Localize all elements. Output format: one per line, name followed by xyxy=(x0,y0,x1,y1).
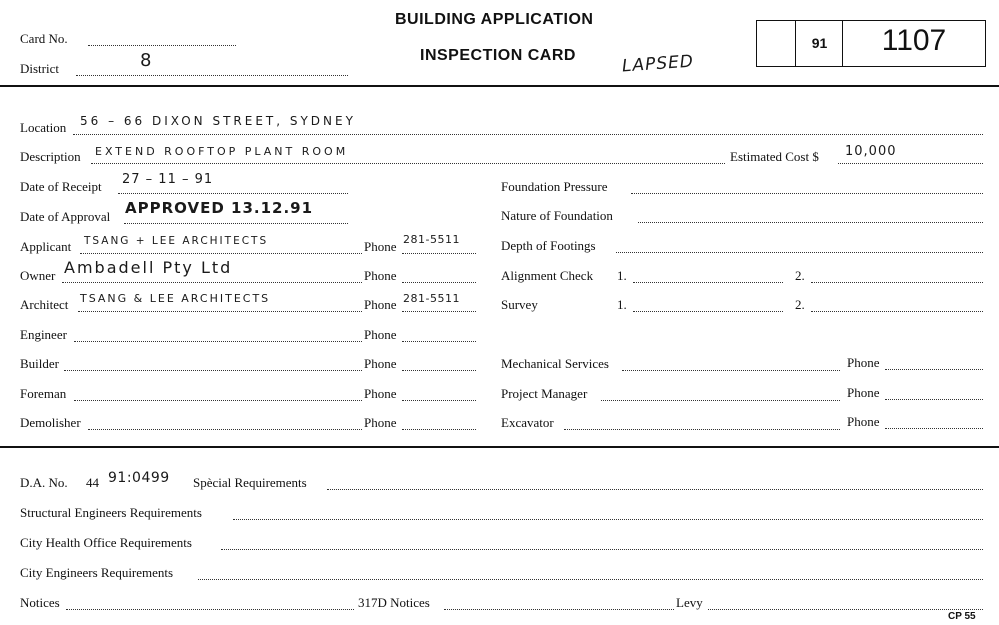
location-value: 56 – 66 DIXON STREET, SYDNEY xyxy=(80,114,356,128)
health-requirements-label: City Health Office Requirements xyxy=(20,535,192,550)
builder-phone-field[interactable] xyxy=(402,370,476,371)
location-label: Location xyxy=(20,120,67,135)
survey-num-2: 2. xyxy=(795,297,805,312)
survey-num-1: 1. xyxy=(617,297,627,312)
survey-field-2[interactable] xyxy=(811,311,983,312)
depth-footings-label: Depth of Footings xyxy=(501,238,596,253)
owner-phone-field[interactable] xyxy=(402,282,476,283)
form-code: CP 55 xyxy=(948,611,976,622)
owner-label: Owner xyxy=(20,268,56,283)
structural-requirements-field[interactable] xyxy=(233,519,983,520)
survey-field-1[interactable] xyxy=(633,311,783,312)
architect-phone-field[interactable] xyxy=(402,311,476,312)
project-manager-phone-field[interactable] xyxy=(885,399,983,400)
header-divider xyxy=(0,85,999,87)
mechanical-services-label: Mechanical Services xyxy=(501,356,609,371)
structural-requirements-label: Structural Engineers Requirements xyxy=(20,505,202,520)
file-year: 91 xyxy=(811,35,828,51)
da-no-value: 91:0499 xyxy=(108,470,170,486)
estimated-cost-field[interactable] xyxy=(838,163,983,164)
levy-label: Levy xyxy=(676,595,703,610)
box-divider-1 xyxy=(795,20,796,67)
nature-foundation-label: Nature of Foundation xyxy=(501,208,613,223)
excavator-phone-label: Phone xyxy=(847,414,880,429)
estimated-cost-label: Estimated Cost $ xyxy=(730,149,819,164)
levy-field[interactable] xyxy=(708,609,983,610)
foreman-field[interactable] xyxy=(74,400,362,401)
district-label: District xyxy=(20,61,59,76)
nature-foundation-field[interactable] xyxy=(638,222,983,223)
da-no-label: D.A. No. xyxy=(20,475,68,490)
demolisher-label: Demolisher xyxy=(20,415,81,430)
alignment-check-field-1[interactable] xyxy=(633,282,783,283)
foreman-phone-label: Phone xyxy=(364,386,397,401)
city-engineers-requirements-field[interactable] xyxy=(198,579,983,580)
depth-footings-field[interactable] xyxy=(616,252,983,253)
foundation-pressure-label: Foundation Pressure xyxy=(501,179,608,194)
health-requirements-field[interactable] xyxy=(221,549,983,550)
alignment-check-label: Alignment Check xyxy=(501,268,594,283)
location-field[interactable] xyxy=(73,134,983,135)
builder-label: Builder xyxy=(20,356,59,371)
card-no-field[interactable] xyxy=(88,45,236,46)
engineer-label: Engineer xyxy=(20,327,67,342)
file-number: 1107 xyxy=(881,24,947,57)
form-subtitle: INSPECTION CARD xyxy=(420,47,576,64)
date-receipt-value: 27 – 11 – 91 xyxy=(122,172,214,187)
foreman-phone-field[interactable] xyxy=(402,400,476,401)
demolisher-phone-field[interactable] xyxy=(402,429,476,430)
notices-317d-field[interactable] xyxy=(444,609,674,610)
architect-phone-label: Phone xyxy=(364,297,397,312)
engineer-phone-field[interactable] xyxy=(402,341,476,342)
architect-value: TSANG & LEE ARCHITECTS xyxy=(80,292,271,305)
form-title: BUILDING APPLICATION xyxy=(395,11,594,28)
foreman-label: Foreman xyxy=(20,386,67,401)
foundation-pressure-field[interactable] xyxy=(631,193,983,194)
applicant-phone-value: 281-5511 xyxy=(403,233,460,246)
applicant-value: TSANG + LEE ARCHITECTS xyxy=(84,235,269,247)
engineer-field[interactable] xyxy=(74,341,362,342)
date-receipt-field[interactable] xyxy=(118,193,348,194)
date-receipt-label: Date of Receipt xyxy=(20,179,102,194)
alignment-check-field-2[interactable] xyxy=(811,282,983,283)
architect-label: Architect xyxy=(20,297,69,312)
city-engineers-requirements-label: City Engineers Requirements xyxy=(20,565,174,580)
excavator-phone-field[interactable] xyxy=(885,428,983,429)
mechanical-services-phone-label: Phone xyxy=(847,355,880,370)
notices-317d-label: 317D Notices xyxy=(358,595,430,610)
district-field[interactable] xyxy=(76,75,348,76)
requirements-divider xyxy=(0,446,999,448)
owner-value: Ambadell Pty Ltd xyxy=(64,258,233,277)
engineer-phone-label: Phone xyxy=(364,327,397,342)
demolisher-field[interactable] xyxy=(88,429,362,430)
project-manager-field[interactable] xyxy=(601,400,840,401)
alignment-check-num-1: 1. xyxy=(617,268,627,283)
district-value: 8 xyxy=(140,50,153,71)
description-label: Description xyxy=(20,149,81,164)
architect-phone-value: 281-5511 xyxy=(403,292,460,305)
box-divider-2 xyxy=(842,20,843,67)
applicant-phone-label: Phone xyxy=(364,239,397,254)
project-manager-phone-label: Phone xyxy=(847,385,880,400)
survey-label: Survey xyxy=(501,297,538,312)
notices-field[interactable] xyxy=(66,609,354,610)
date-approval-label: Date of Approval xyxy=(20,209,111,224)
date-approval-field[interactable] xyxy=(124,223,348,224)
project-manager-label: Project Manager xyxy=(501,386,588,401)
excavator-field[interactable] xyxy=(564,429,840,430)
excavator-label: Excavator xyxy=(501,415,554,430)
architect-field[interactable] xyxy=(78,311,362,312)
da-no-prefix: 44 xyxy=(86,475,99,490)
description-value: EXTEND ROOFTOP PLANT ROOM xyxy=(95,145,349,158)
card-no-label: Card No. xyxy=(20,31,68,46)
mechanical-services-phone-field[interactable] xyxy=(885,369,983,370)
alignment-check-num-2: 2. xyxy=(795,268,805,283)
applicant-phone-field[interactable] xyxy=(402,253,476,254)
special-requirements-label: Spècial Requirements xyxy=(193,475,307,490)
mechanical-services-field[interactable] xyxy=(622,370,840,371)
estimated-cost-value: 10,000 xyxy=(845,144,897,159)
lapsed-stamp: LAPSED xyxy=(621,51,695,77)
owner-phone-label: Phone xyxy=(364,268,397,283)
description-field[interactable] xyxy=(91,163,725,164)
owner-field[interactable] xyxy=(62,282,362,283)
applicant-field[interactable] xyxy=(80,253,362,254)
applicant-label: Applicant xyxy=(20,239,72,254)
builder-field[interactable] xyxy=(64,370,362,371)
date-approval-value: APPROVED 13.12.91 xyxy=(125,199,314,217)
special-requirements-field[interactable] xyxy=(327,489,983,490)
notices-label: Notices xyxy=(20,595,60,610)
builder-phone-label: Phone xyxy=(364,356,397,371)
demolisher-phone-label: Phone xyxy=(364,415,397,430)
